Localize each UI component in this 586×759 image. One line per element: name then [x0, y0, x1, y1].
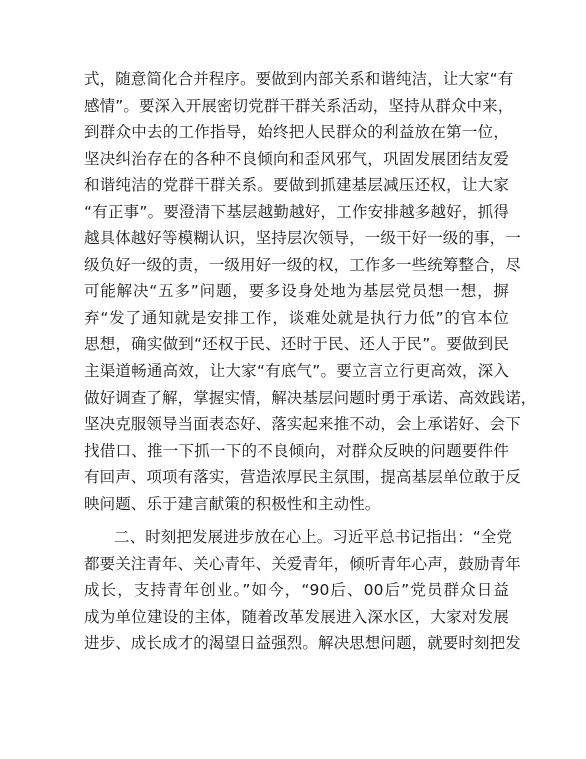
text-line: 有回声、项项有落实，营造浓厚民主氛围，提高基层单位敢于反 [84, 468, 521, 487]
text-line: 进步、成长成才的渴望日益强烈。解决思想问题，就要时刻把发 [84, 634, 521, 653]
text-line: 成长，支持青年创业。”如今，“90后、00后”党员群众日益 [84, 581, 509, 600]
text-line: 感情”。要深入开展密切党群干群关系活动，坚持从群众中来， [84, 96, 514, 115]
text-line: 主渠道畅通高效，让大家“有底气”。要立言立行更高效，深入 [84, 362, 509, 381]
text-line: 弃“发了通知就是安排工作，谈难处就是执行力低”的官本位 [84, 308, 509, 327]
text-line: 映问题、乐于建言献策的积极性和主动性。 [84, 494, 381, 513]
paragraph-2 [84, 524, 521, 657]
text-line: 级负好一级的责，一级用好一级的权，工作多一些统筹整合，尽 [84, 255, 521, 274]
text-line: 坚决克服领导当面表态好、落实起来推不动，会上承诺好、会下 [84, 415, 521, 434]
text-line: 越具体越好等模糊认识，坚持层次领导，一级干好一级的事，一 [84, 229, 521, 248]
text-line: 都要关注青年、关心青年、关爱青年，倾听青年心声，鼓励青年 [84, 554, 521, 573]
text-line: 成为单位建设的主体，随着改革发展进入深水区，大家对发展 [84, 607, 509, 626]
paragraph-gap [84, 517, 509, 524]
text-line: 和谐纯洁的党群干群关系。要做到抓建基层减压还权，让大家 [84, 176, 509, 195]
text-line: 找借口、推一下抓一下的不良倾向，对群众反映的问题要件件 [84, 441, 509, 460]
text-line: 坚决纠治存在的各种不良倾向和歪风邪气，巩固发展团结友爱 [84, 149, 509, 168]
text-line: 到群众中去的工作指导，始终把人民群众的利益放在第一位， [84, 123, 509, 142]
text-line: 式，随意简化合并程序。要做到内部关系和谐纯洁，让大家“有 [84, 70, 514, 88]
text-line: 思想，确实做到“还权于民、还时于民、还人于民”。要做到民 [84, 335, 509, 354]
text-line: 可能解决“五多”问题，要多设身处地为基层党员想一想，摒 [84, 282, 509, 301]
paragraph-1 [84, 66, 537, 517]
text-line: 做好调查了解，掌握实情，解决基层问题时勇于承诺、高效践诺， [84, 388, 537, 407]
section-heading-line: 二、时刻把发展进步放在心上。习近平总书记指出：“全党 [114, 528, 513, 547]
document-body [84, 66, 537, 657]
text-line: “有正事”。要澄清下基层越勤越好，工作安排越多越好，抓得 [84, 202, 509, 221]
